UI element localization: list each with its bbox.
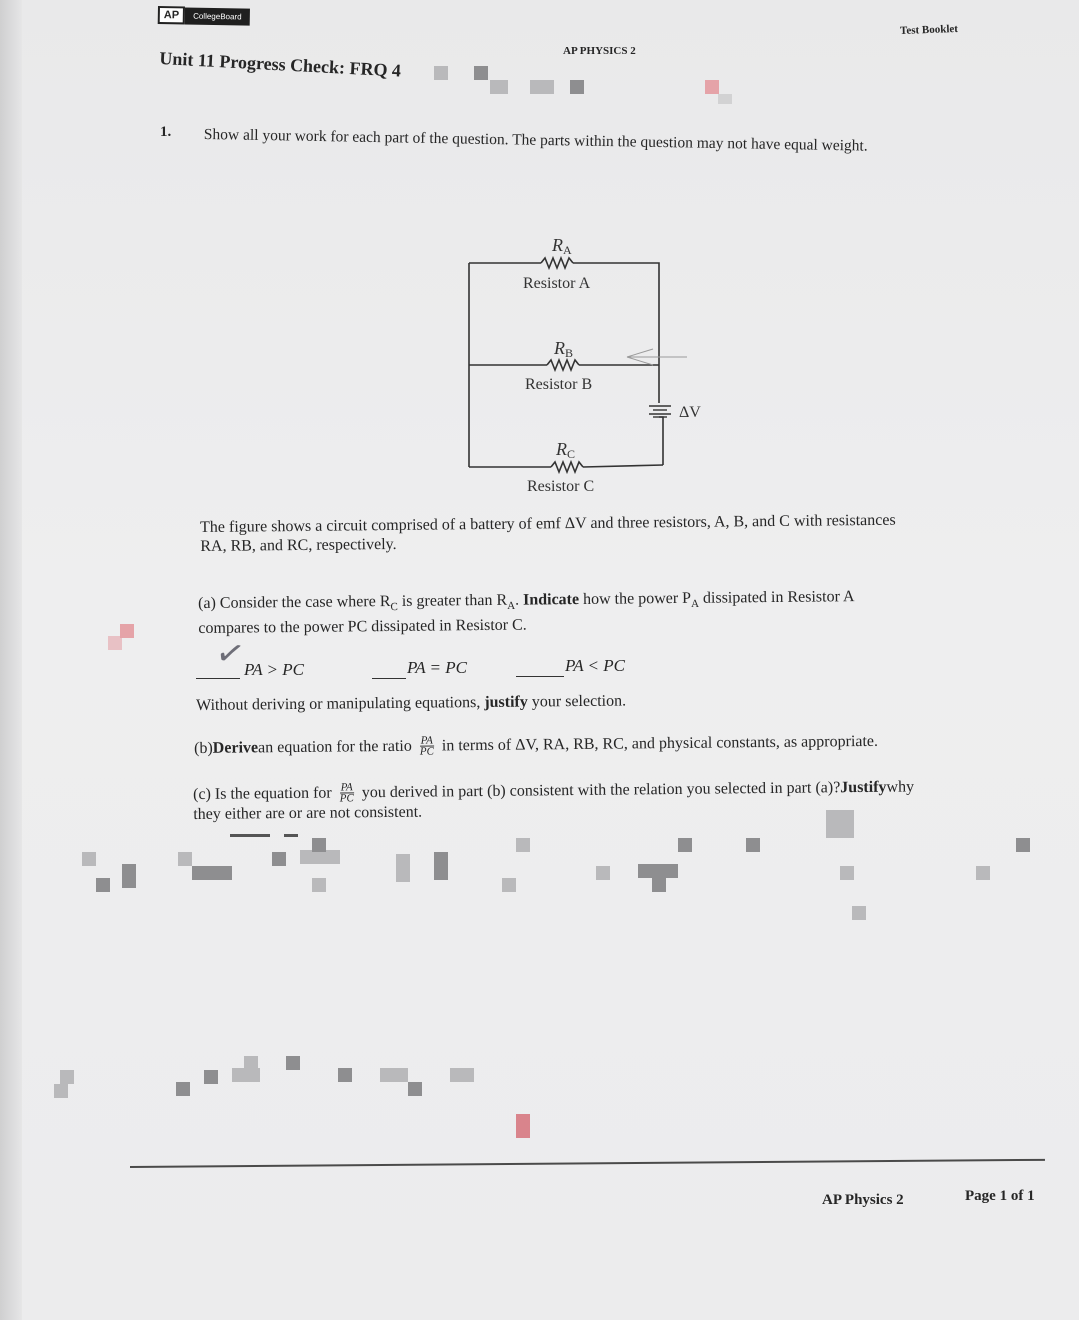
option-1-label: PA > PC	[244, 660, 304, 679]
checkmark-icon: ✓	[212, 631, 249, 677]
rc-label: RC	[556, 439, 576, 461]
option-1-blank[interactable]	[196, 678, 240, 679]
right-wire-lower	[659, 417, 663, 465]
subject-label: AP PHYSICS 2	[563, 45, 636, 57]
footer-divider	[130, 1159, 1045, 1168]
resistor-b-label: Resistor B	[525, 376, 593, 393]
option-3-label: PA < PC	[565, 656, 625, 675]
ap-collegeboard-logo	[158, 6, 250, 26]
resistor-a-label: Resistor A	[523, 275, 591, 292]
pencil-arrow-mark	[627, 349, 687, 365]
part-b-prompt: (b) Derive an equation for the ratio PA PC in terms of ΔV, RA, RB, RC, and physical constants, as appropriate.	[194, 732, 879, 758]
part-c-line-2: they either are or are not consistent.	[193, 803, 423, 823]
resistor-c-zigzag	[551, 462, 583, 472]
option-3-blank[interactable]	[516, 676, 564, 677]
resistor-a-zigzag	[541, 258, 573, 268]
part-a-line-2: compares to the power PC dissipated in Resistor C.	[198, 616, 527, 638]
battery-icon	[649, 406, 671, 417]
answer-options	[196, 631, 796, 684]
part-c-line-1: (c) Is the equation for PA PC you derived in part (b) consistent with the relation you selected in part (a)? Justify why	[193, 778, 915, 805]
circuit-diagram	[455, 225, 725, 505]
resistor-c-label: Resistor C	[527, 478, 595, 495]
part-b-ratio: PA PC	[419, 734, 434, 758]
question-number: 1.	[160, 124, 172, 140]
collegeboard-logo-text: CollegeBoard	[185, 7, 250, 25]
justify-prompt: Without deriving or manipulating equations, justify your selection.	[196, 692, 627, 714]
rb-label: RB	[554, 338, 574, 360]
part-a-prompt	[198, 587, 855, 638]
battery-label: ΔV	[679, 404, 701, 421]
footer-page-number: Page 1 of 1	[965, 1188, 1035, 1204]
page-title: Unit 11 Progress Check: FRQ 4	[158, 48, 402, 81]
resistor-b-zigzag	[547, 360, 579, 370]
footer-course: AP Physics 2	[822, 1192, 904, 1208]
description-line-1: The figure shows a circuit comprised of a battery of emf ΔV and three resistors, A, B, and C with resistances	[200, 511, 896, 536]
part-c-ratio: PA PC	[339, 781, 354, 805]
ra-label: RA	[552, 235, 572, 257]
bottom-wire-right	[583, 465, 663, 467]
part-a-line-1: (a) Consider the case where $R_C$ is greater than $R_A$. Indicate how the power $P_A$ dissipated in Resistor A	[198, 588, 855, 614]
ap-logo-text: AP	[158, 6, 186, 24]
description-line-2: RA, RB, and RC, respectively.	[200, 535, 397, 555]
part-c-prompt	[193, 776, 914, 824]
page-edge	[0, 0, 22, 1320]
booklet-label: Test Booklet	[899, 22, 959, 38]
option-2-blank[interactable]	[372, 678, 406, 679]
option-2-label: PA = PC	[407, 658, 467, 677]
circuit-description	[200, 511, 896, 556]
question-instruction: Show all your work for each part of the question. The parts within the question may not have equal weight.	[203, 126, 868, 155]
